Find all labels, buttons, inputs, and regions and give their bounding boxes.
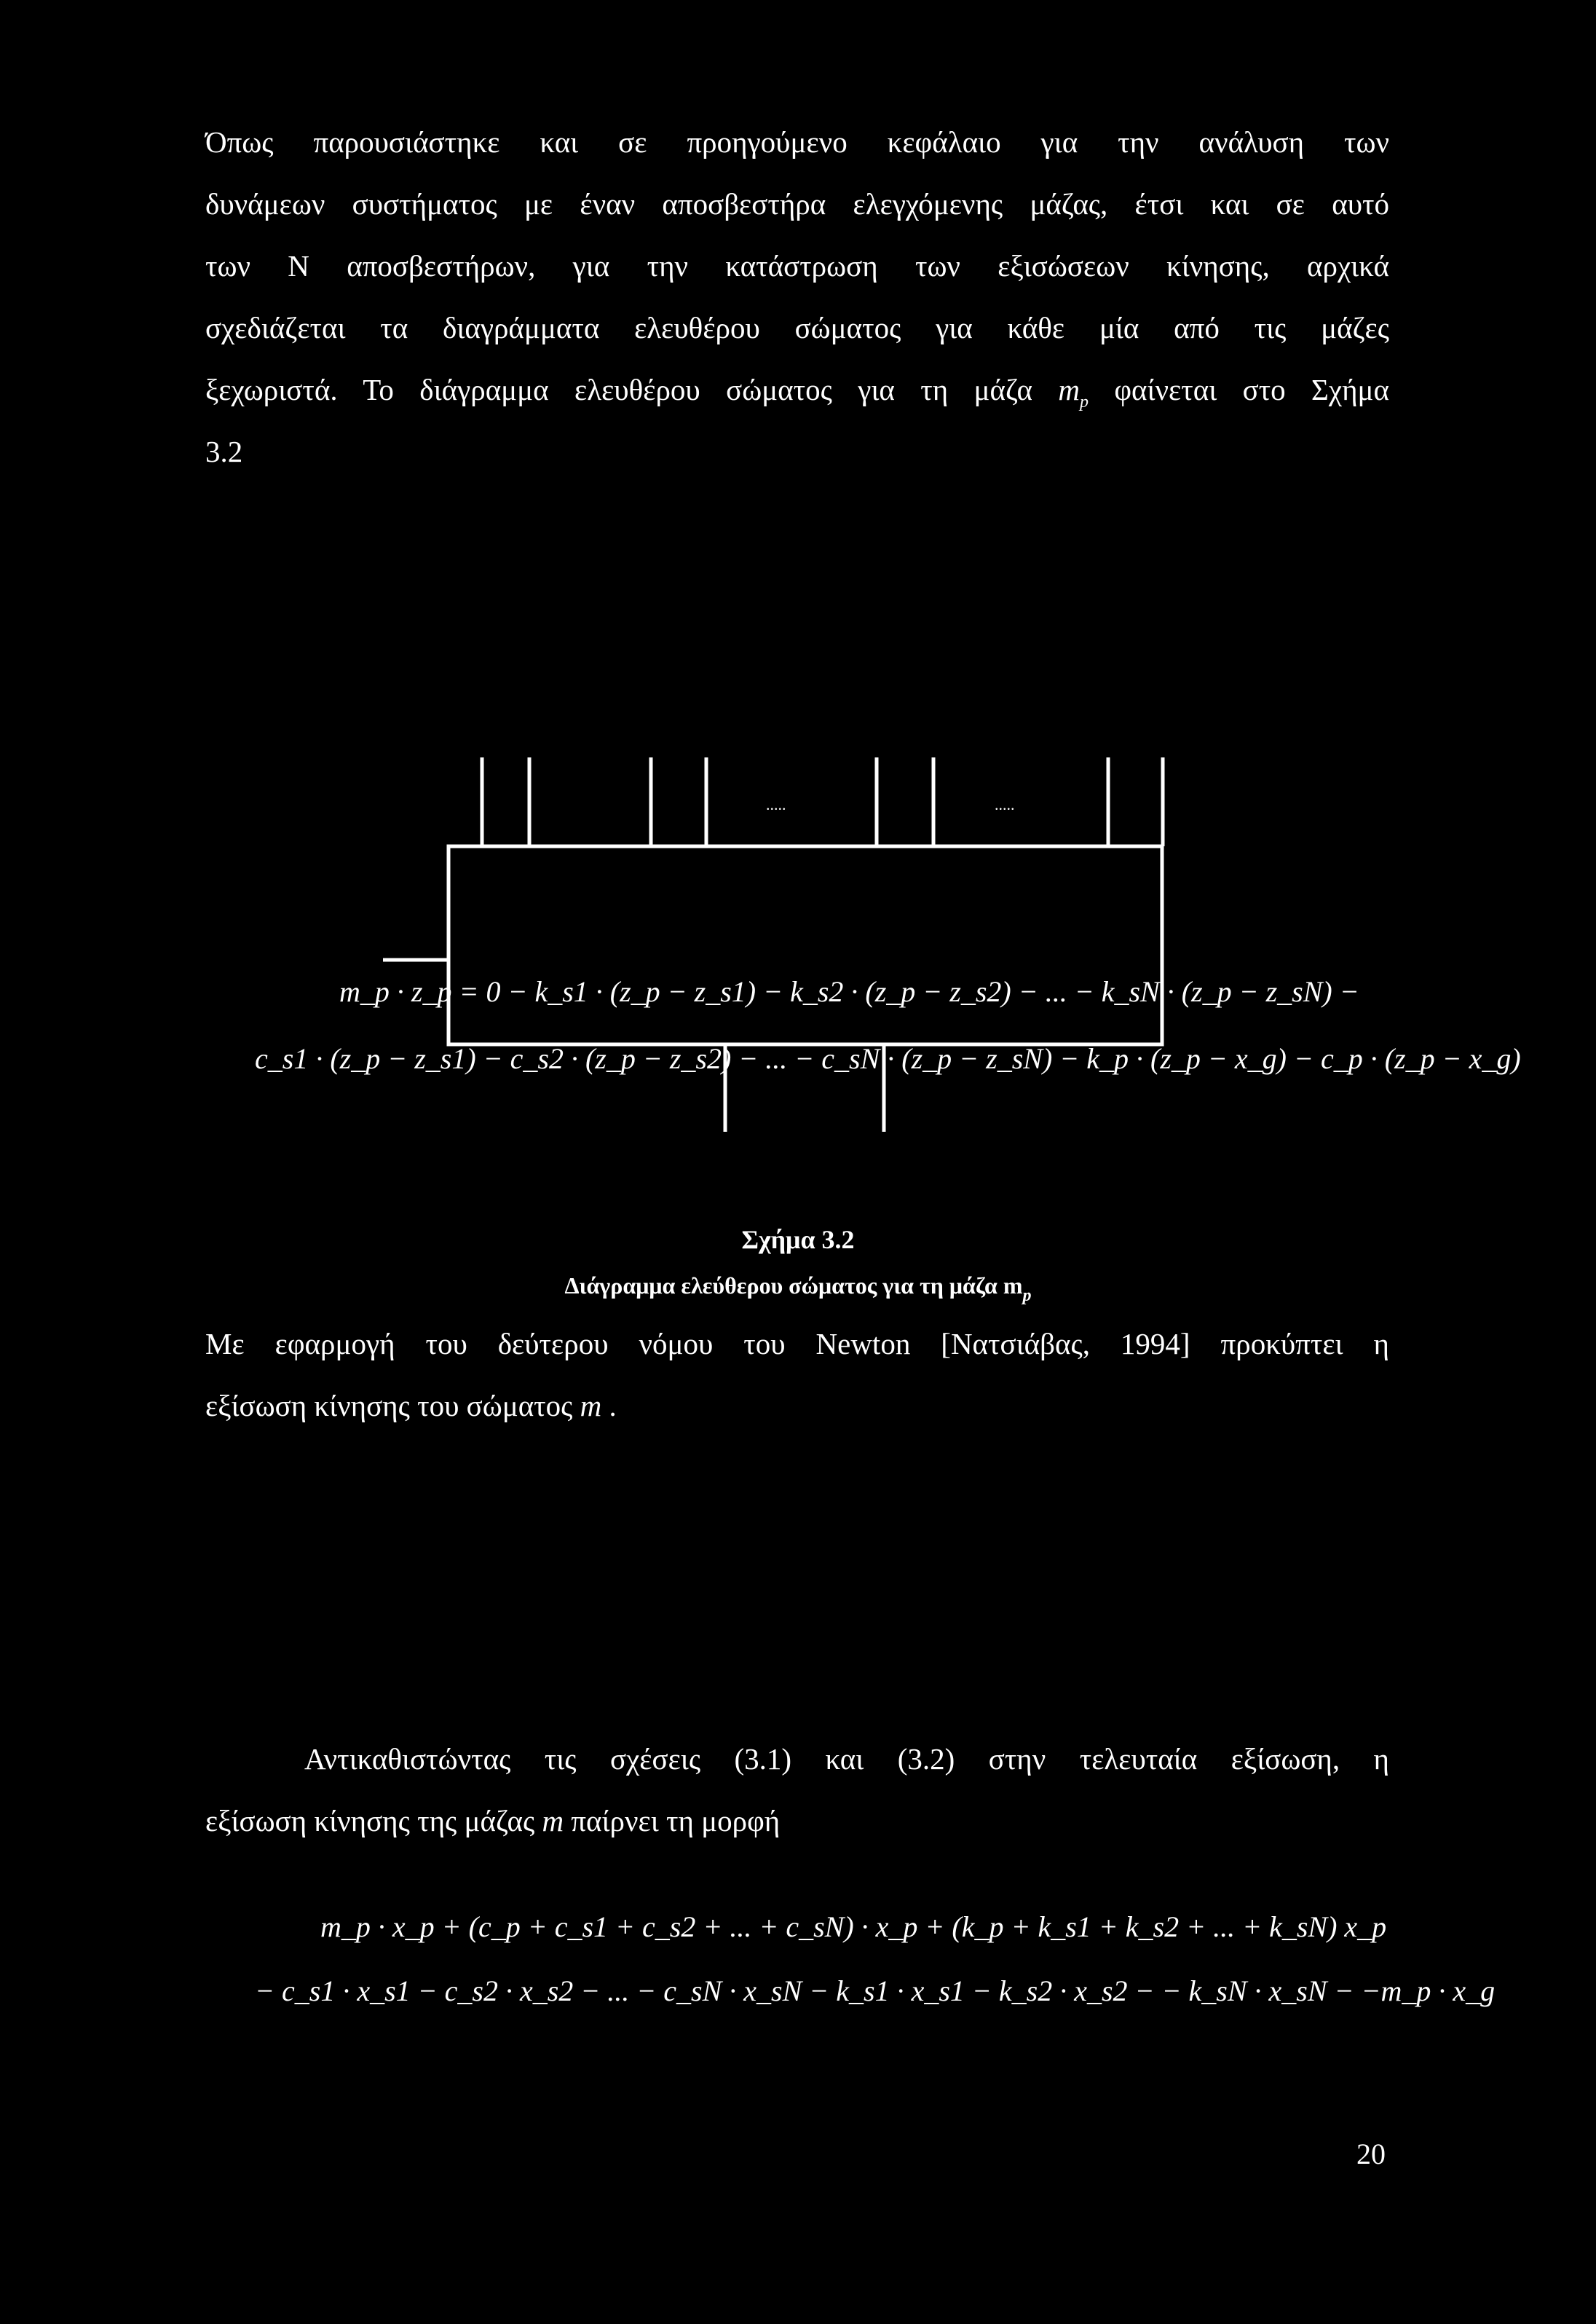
mass-symbol: m bbox=[542, 1804, 564, 1837]
p3-line2-after: παίρνει τη μορφή bbox=[571, 1804, 781, 1837]
figure-caption bbox=[0, 1272, 1596, 1306]
caption-text: Διάγραμμα ελεύθερου σώματος για τη μάζα m bbox=[564, 1272, 1023, 1299]
paragraph-1-line: των Ν αποσβεστήρων, για την κατάστρωση των εξισώσεων κίνησης, αρχικά bbox=[205, 249, 1389, 283]
mass-symbol: m bbox=[580, 1389, 602, 1422]
mass-symbol: m bbox=[1058, 373, 1080, 406]
paragraph-3 bbox=[205, 1728, 1389, 1852]
paragraph-1-line-6: 3.2 bbox=[205, 435, 243, 468]
equation-1-line-1: m_p · z_p = 0 − k_s1 · (z_p − z_s1) − k_s2 · (z_p − z_s2) − ... − k_sN · (z_p − z_sN) − bbox=[339, 975, 1359, 1008]
equation-2-line-2: − c_s1 · x_s1 − c_s2 · x_s2 − ... − c_sN · x_sN − k_s1 · x_s1 − k_s2 · x_s2 − − k_sN · x_sN − −m_p · x_g bbox=[255, 1974, 1496, 2007]
mass-subscript: p bbox=[1079, 393, 1089, 411]
line2-before: εξίσωση κίνησης του σώματος bbox=[205, 1389, 573, 1422]
line2-after: . bbox=[609, 1389, 617, 1422]
paragraph-2-line-1: Με εφαρμογή του δεύτερου νόμου του Newton [Νατσιάβας, 1994] προκύπτει η bbox=[205, 1327, 1389, 1360]
paragraph-3-line-2 bbox=[205, 1790, 1389, 1852]
caption-subscript: p bbox=[1022, 1286, 1032, 1305]
line5-before: ξεχωριστά. Το διάγραμμα ελευθέρου σώματος για τη μάζα bbox=[205, 373, 1032, 406]
paragraph-1-line: δυνάμεων συστήματος με έναν αποσβεστήρα ελεγχόμενης μάζας, έτσι και σε αυτό bbox=[205, 187, 1389, 221]
paragraph-2 bbox=[205, 1313, 1389, 1437]
equation-1-line-2: c_s1 · (z_p − z_s1) − c_s2 · (z_p − z_s2) − ... − c_sN · (z_p − z_sN) − k_p · (z_p − x_g) − c_p · (z_p − x_g) bbox=[255, 1042, 1521, 1075]
dots-left: ..... bbox=[766, 795, 786, 814]
paragraph-1-line: Όπως παρουσιάστηκε και σε προηγούμενο κεφάλαιο για την ανάλυση των bbox=[205, 125, 1389, 159]
page-number: 20 bbox=[1356, 2138, 1386, 2170]
mass-block bbox=[449, 846, 1162, 1044]
paragraph-3-line-1: Αντικαθιστώντας τις σχέσεις (3.1) και (3.2) στην τελευταία εξίσωση, η bbox=[304, 1742, 1389, 1776]
p3-line2-before: εξίσωση κίνησης της μάζας bbox=[205, 1804, 535, 1837]
paragraph-1-line: σχεδιάζεται τα διαγράμματα ελευθέρου σώματος για κάθε μία από τις μάζες bbox=[205, 311, 1389, 344]
equation-2-line-1: m_p · x_p + (c_p + c_s1 + c_s2 + ... + c_sN) · x_p + (k_p + k_s1 + k_s2 + ... + k_sN) x_p bbox=[320, 1910, 1387, 1943]
paragraph-2-line-2 bbox=[205, 1375, 1389, 1437]
line5-after: φαίνεται στο Σχήμα bbox=[1114, 373, 1390, 406]
dots-right: ..... bbox=[995, 795, 1015, 814]
figure-number: Σχήμα 3.2 bbox=[741, 1225, 855, 1254]
